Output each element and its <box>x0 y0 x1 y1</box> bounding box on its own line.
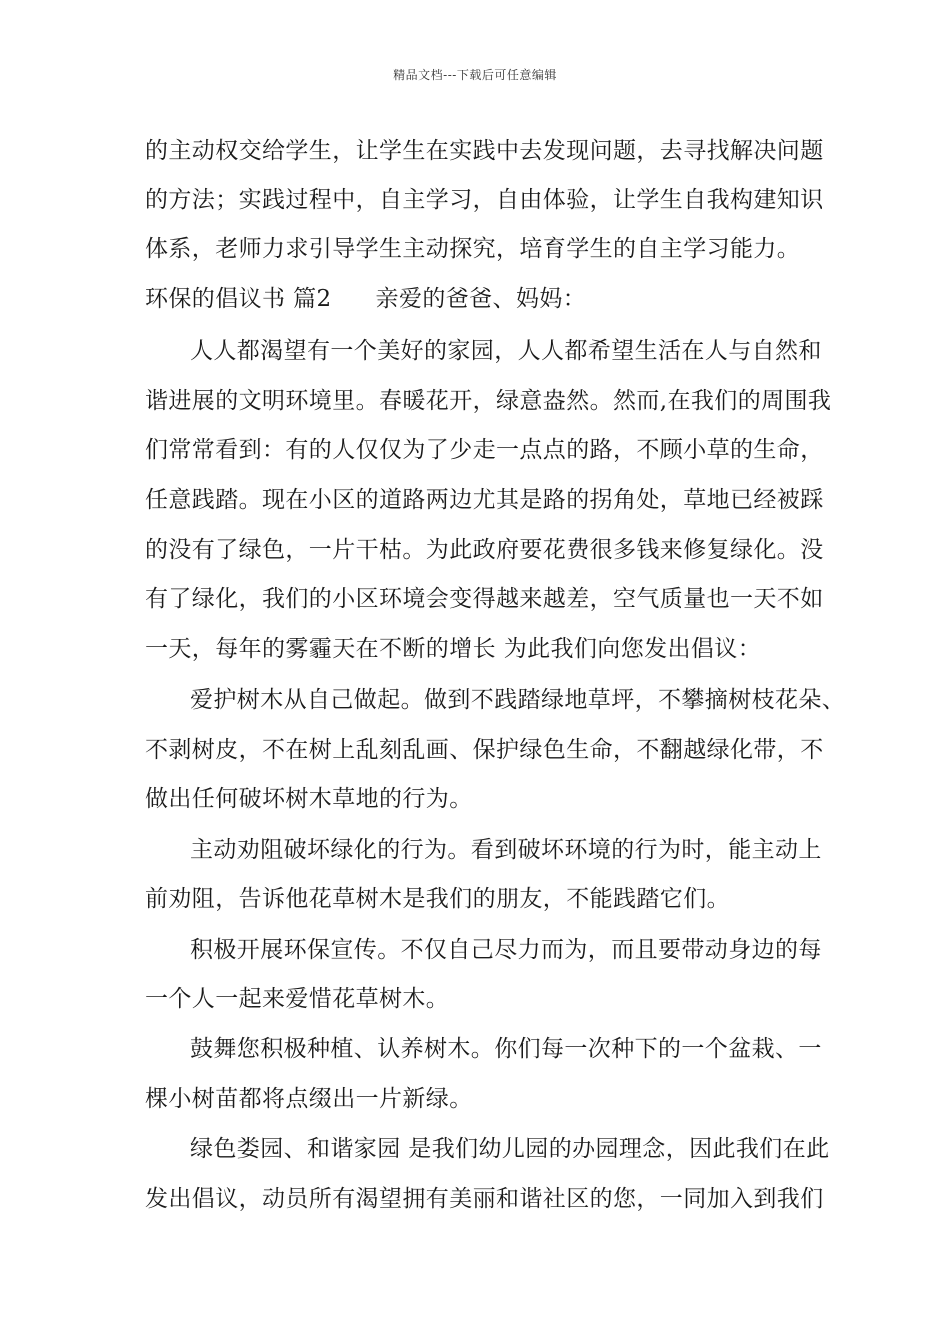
text-line: 不剥树皮，不在树上乱刻乱画、保护绿色生命，不翻越绿化带，不 <box>145 737 824 763</box>
section-heading-line <box>145 284 586 314</box>
page-header: 精品文档---下载后可任意编辑 <box>393 68 557 82</box>
text-line: 鼓舞您积极种植、认养树木。你们每一次种下的一个盆栽、一 <box>190 1036 822 1062</box>
text-line: 爱护树木从自己做起。做到不践踏绿地草坪，不攀摘树枝花朵、 <box>190 687 846 713</box>
text-line: 谐进展的文明环境里。春暖花开，绿意盎然。然而,在我们的周围我 <box>145 388 832 414</box>
text-line: 的主动权交给学生，让学生在实践中去发现问题，去寻找解决问题 <box>145 138 824 164</box>
salutation: 亲爱的爸爸、妈妈： <box>375 286 587 312</box>
text-line: 主动劝阻破坏绿化的行为。看到破坏环境的行为时，能主动上 <box>190 837 822 863</box>
text-line: 一个人一起来爱惜花草树木。 <box>145 986 450 1012</box>
text-line: 有了绿化，我们的小区环境会变得越来越差，空气质量也一天不如 <box>145 586 824 612</box>
text-line: 发出倡议，动员所有渴望拥有美丽和谐社区的您，一同加入到我们 <box>145 1186 824 1212</box>
text-line: 做出任何破坏树木草地的行为。 <box>145 786 473 812</box>
text-line: 人人都渴望有一个美好的家园，人人都希望生活在人与自然和 <box>190 338 822 364</box>
text-line: 任意践踏。现在小区的道路两边尤其是路的拐角处，草地已经被踩 <box>145 487 824 513</box>
text-line: 的没有了绿色，一片干枯。为此政府要花费很多钱来修复绿化。没 <box>145 537 824 563</box>
text-line: 体系，老师力求引导学生主动探究，培育学生的自主学习能力。 <box>145 236 801 262</box>
section-title: 环保的倡议书 篇2 <box>145 286 332 312</box>
text-line: 一天，每年的雾霾天在不断的增长 为此我们向您发出倡议： <box>145 636 762 662</box>
text-line: 绿色娄园、和谐家园 是我们幼儿园的办园理念，因此我们在此 <box>190 1136 830 1162</box>
text-line: 前劝阻，告诉他花草树木是我们的朋友，不能践踏它们。 <box>145 886 730 912</box>
text-line: 们常常看到：有的人仅仅为了少走一点点的路，不顾小草的生命， <box>145 437 824 463</box>
text-line: 的方法；实践过程中，自主学习，自由体验，让学生自我构建知识 <box>145 187 824 213</box>
text-line: 积极开展环保宣传。不仅自己尽力而为，而且要带动身边的每 <box>190 937 822 963</box>
text-line: 棵小树苗都将点缀出一片新绿。 <box>145 1086 473 1112</box>
